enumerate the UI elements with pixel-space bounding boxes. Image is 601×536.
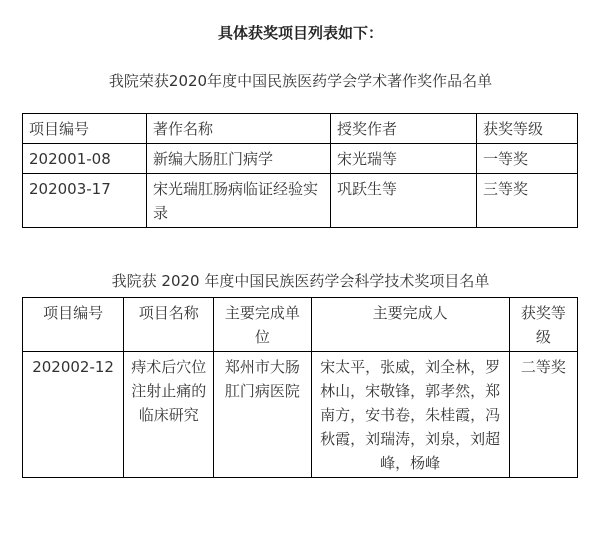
cell-award-authors: 巩跃生等 [331,174,477,228]
table1-caption: 我院荣获2020年度中国民族医药学会学术著作奖作品名单 [108,72,493,90]
table-row [23,144,578,174]
academic-works-award-table [22,113,578,228]
header-award-level: 获奖等级 [477,114,578,144]
cell-award-level: 三等奖 [477,174,578,228]
table-row [23,174,578,228]
header-work-title: 著作名称 [147,114,331,144]
cell-main-unit: 郑州市大肠肛门病医院 [214,352,311,478]
table-row [23,352,578,478]
science-technology-award-table [22,297,578,478]
cell-project-name: 痔术后穴位注射止痛的临床研究 [124,352,214,478]
cell-award-level: 一等奖 [477,144,578,174]
header-award-authors: 授奖作者 [331,114,477,144]
table-header-row [23,114,578,144]
header-main-unit: 主要完成单位 [214,298,311,352]
header-project-number: 项目编号 [23,114,147,144]
cell-project-number: 202001-08 [23,144,147,174]
cell-award-authors: 宋光瑞等 [331,144,477,174]
cell-project-number: 202003-17 [23,174,147,228]
table2-caption: 我院获 2020 年度中国民族医药学会科学技术奖项目名单 [111,272,490,290]
header-project-name: 项目名称 [124,298,214,352]
cell-main-contributors: 宋太平，张威，刘全林，罗林山，宋敬锋，郭孝然，郑南方，安书卷，朱桂霞，冯秋霞，刘瑞涛，刘泉，刘超峰，杨峰 [311,352,509,478]
cell-work-title: 宋光瑞肛肠病临证经验实录 [147,174,331,228]
cell-award-level: 二等奖 [509,352,577,478]
header-main-contributors: 主要完成人 [311,298,509,352]
cell-work-title: 新编大肠肛门病学 [147,144,331,174]
header-award-level: 获奖等级 [509,298,577,352]
header-project-number: 项目编号 [23,298,124,352]
page-heading: 具体获奖项目列表如下： [217,24,383,42]
table-header-row [23,298,578,352]
cell-project-number: 202002-12 [23,352,124,478]
